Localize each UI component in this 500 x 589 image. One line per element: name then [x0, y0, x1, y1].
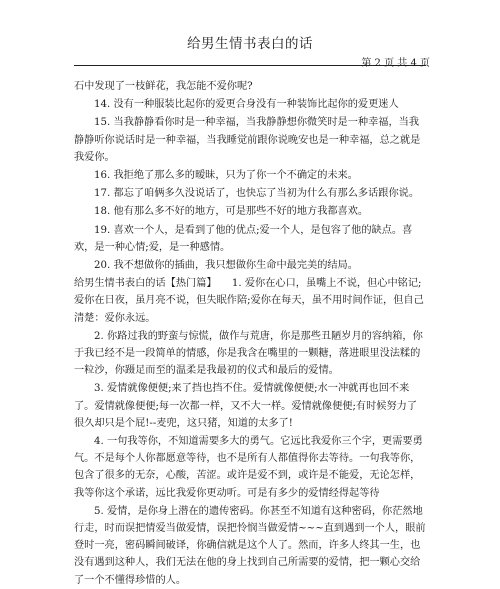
- paragraph: 3. 爱情就像便便;来了挡也挡不住。爱情就像便便;水一冲就再也回不来了。爱情就像便便;每一次都一样，又不大一样。爱情就像便便;有时候努力了很久却只是个屁!--麦兜，这只猪，知道的太多了!: [74, 383, 418, 429]
- paragraph: 5. 爱情，是你身上潜在的遗传密码。你甚至不知道有这种密码，你茫然地行走，时而误把情爱当做爱情，误把怜悯当做爱情~~~直到遇到一个人，眼前登时一亮，密码瞬间破译，你确信就是这个人了。然而，许多人终其一生，也没有遇到这种人，我们无法在他的身上找到自己所需要的爱情，把一颗心交给了一个不懂得珍惜的人。: [74, 505, 426, 586]
- page-header: [74, 28, 430, 69]
- paragraph: 给男生情书表白的话【热门篇】 1. 爱你在心口，虽嘴上不说，但心中铭记;爱你在日夜，虽月亮不说，但失眠作陪;爱你在每天，虽不用时间作证，但自己清楚：爱你永远。: [74, 278, 424, 324]
- paragraph: 19. 喜欢一个人，是看到了他的优点;爱一个人，是包容了他的缺点。喜欢，是一种心情;爱，是一种感情。: [74, 224, 413, 253]
- paragraph: 14. 没有一种服装比起你的爱更合身没有一种装饰比起你的爱更迷人: [94, 99, 399, 111]
- paragraph: 17. 都忘了咱俩多久没说话了，也快忘了当初为什么有那么多话跟你说。: [94, 188, 420, 200]
- paragraph: 2. 你路过我的野蛮与惊慌，做作与荒唐，你是那些丑陋岁月的容纳箱，你于我已经不是一段简单的情感，你是我含在嘴里的一颗糖，落进眼里没法糅的一粒沙，你蹑足而至的温柔是我最初的仪式和最后的爱情。: [74, 330, 423, 377]
- paragraph: 15. 当我静静看你时是一种幸福，当我静静想你微笑时是一种幸福，当我静静听你说话时是一种幸福，当我睡觉前跟你说晚安也是一种幸福，总之就是我爱你。: [74, 117, 421, 163]
- document-body: [74, 78, 426, 589]
- paragraph: 4. 一句我等你，不知道需要多大的勇气。它远比我爱你三个字，更需要勇气。不是每个人你都愿意等待，也不是所有人都值得你去等待。一句我等你，包含了很多的无奈，心酸，苦涩。或许是爱不到，或许是不能爱，无论怎样，我等你这个承诺，远比我爱你更动听。可是有多少的爱情经得起等待: [74, 436, 423, 499]
- paragraph: 18. 他有那么多不好的地方，可是那些不好的地方我都喜欢。: [94, 206, 369, 218]
- document-title: 给男生情书表白的话: [187, 36, 313, 52]
- paragraph: 20. 我不想做你的插曲，我只想做你生命中最完美的结局。: [94, 260, 358, 272]
- page-number: 第 2 页 共 4 页: [361, 58, 430, 69]
- paragraph: 16. 我拒绝了那么多的暧昧，只为了你一个不确定的未来。: [94, 170, 358, 182]
- paragraph: 石中发现了一枝鲜花，我怎能不爱你呢?: [74, 81, 253, 92]
